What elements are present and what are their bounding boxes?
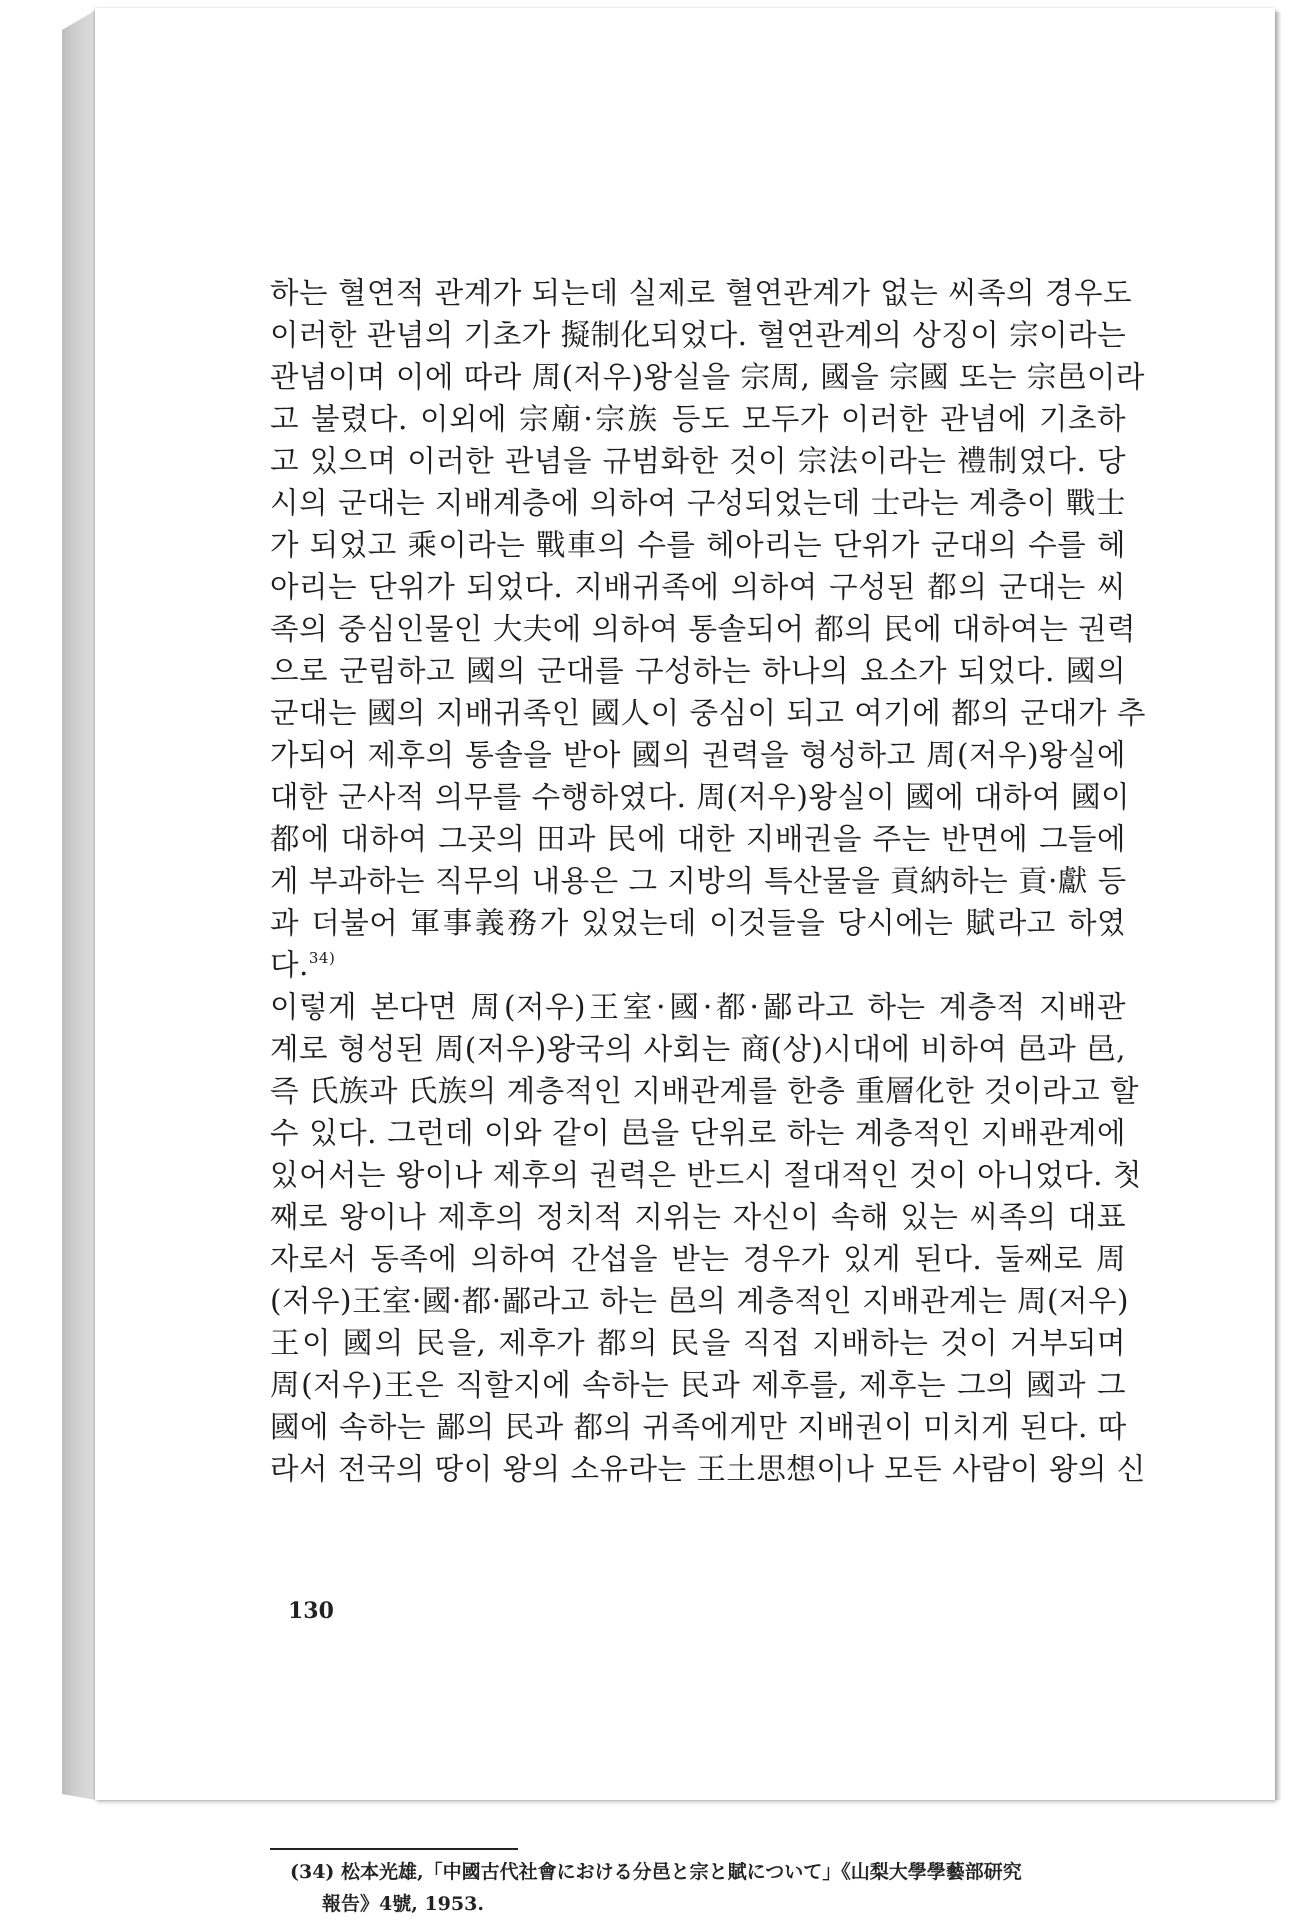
body-line: 즉 氏族과 氏族의 계층적인 지배관계를 한층 重層化한 것이라고 할 [270, 1074, 1139, 1108]
body-line: 아리는 단위가 되었다. 지배귀족에 의하여 구성된 都의 군대는 씨 [270, 570, 1126, 604]
body-line: 계로 형성된 周(저우)왕국의 사회는 商(상)시대에 비하여 邑과 邑, [270, 1032, 1126, 1066]
body-line-text: 다. [270, 948, 309, 982]
body-line: 수 있다. 그런데 이와 같이 邑을 단위로 하는 계층적인 지배관계에 [270, 1116, 1126, 1150]
body-line: 자로서 동족에 의하여 간섭을 받는 경우가 있게 된다. 둘째로 周 [270, 1242, 1126, 1276]
body-line: 周(저우)王은 직할지에 속하는 民과 제후를, 제후는 그의 國과 그 [270, 1368, 1126, 1402]
body-line: 게 부과하는 직무의 내용은 그 지방의 특산물을 貢納하는 貢·獻 등 [270, 864, 1127, 898]
body-text [270, 272, 1146, 1490]
body-line: 관념이며 이에 따라 周(저우)왕실을 宗周, 國을 宗國 또는 宗邑이라 [270, 360, 1145, 394]
footnote-line: (34) 松本光雄,「中國古代社會における分邑と宗と賦について」《山梨大學學藝部研究 [290, 1861, 1022, 1883]
body-line: 대한 군사적 의무를 수행하였다. 周(저우)왕실이 國에 대하여 國이 [270, 780, 1130, 814]
body-line: (저우)王室·國·都·鄙라고 하는 邑의 계층적인 지배관계는 周(저우) [270, 1284, 1129, 1318]
footnote-reference: 34) [308, 949, 336, 967]
body-line: 이러한 관념의 기초가 擬制化되었다. 혈연관계의 상징이 宗이라는 [270, 318, 1127, 352]
body-line: 군대는 國의 지배귀족인 國人이 중심이 되고 여기에 都의 군대가 추 [270, 696, 1146, 730]
body-line: 시의 군대는 지배계층에 의하여 구성되었는데 士라는 계층이 戰士 [270, 486, 1126, 520]
body-line: 과 더불어 軍事義務가 있었는데 이것들을 당시에는 賦라고 하였 [270, 906, 1126, 940]
footnote [290, 1856, 1130, 1920]
body-line: 고 있으며 이러한 관념을 규범화한 것이 宗法이라는 禮制였다. 당 [270, 444, 1126, 478]
footnote-divider [270, 1848, 518, 1850]
body-line: 으로 군림하고 國의 군대를 구성하는 하나의 요소가 되었다. 國의 [270, 654, 1126, 688]
body-line: 가되어 제후의 통솔을 받아 國의 권력을 형성하고 周(저우)왕실에 [270, 738, 1126, 772]
body-line: 이렇게 본다면 周(저우)王室·國·都·鄙라고 하는 계층적 지배관 [270, 990, 1126, 1024]
body-line: 國에 속하는 鄙의 民과 都의 귀족에게만 지배권이 미치게 된다. 따 [270, 1410, 1127, 1444]
body-line: 째로 왕이나 제후의 정치적 지위는 자신이 속해 있는 씨족의 대표 [270, 1200, 1126, 1234]
body-line: 있어서는 왕이나 제후의 권력은 반드시 절대적인 것이 아니었다. 첫 [270, 1158, 1142, 1192]
body-line: 王이 國의 民을, 제후가 都의 民을 직접 지배하는 것이 거부되며 [270, 1326, 1126, 1360]
footnote-line: 報告》4號, 1953. [322, 1893, 484, 1915]
body-line: 하는 혈연적 관계가 되는데 실제로 혈연관계가 없는 씨족의 경우도 [270, 276, 1132, 310]
body-line-with-footnote-ref [270, 944, 1126, 986]
body-line: 가 되었고 乘이라는 戰車의 수를 헤아리는 단위가 군대의 수를 헤 [270, 528, 1126, 562]
book-spine-edge [62, 10, 96, 1800]
page-number: 130 [288, 1598, 334, 1624]
body-line: 都에 대하여 그곳의 田과 民에 대한 지배권을 주는 반면에 그들에 [270, 822, 1126, 856]
body-line: 라서 전국의 땅이 왕의 소유라는 王土思想이나 모든 사람이 왕의 신 [270, 1452, 1146, 1486]
body-line: 족의 중심인물인 大夫에 의하여 통솔되어 都의 民에 대하여는 권력 [270, 612, 1136, 646]
body-line: 고 불렸다. 이외에 宗廟·宗族 등도 모두가 이러한 관념에 기초하 [270, 402, 1126, 436]
